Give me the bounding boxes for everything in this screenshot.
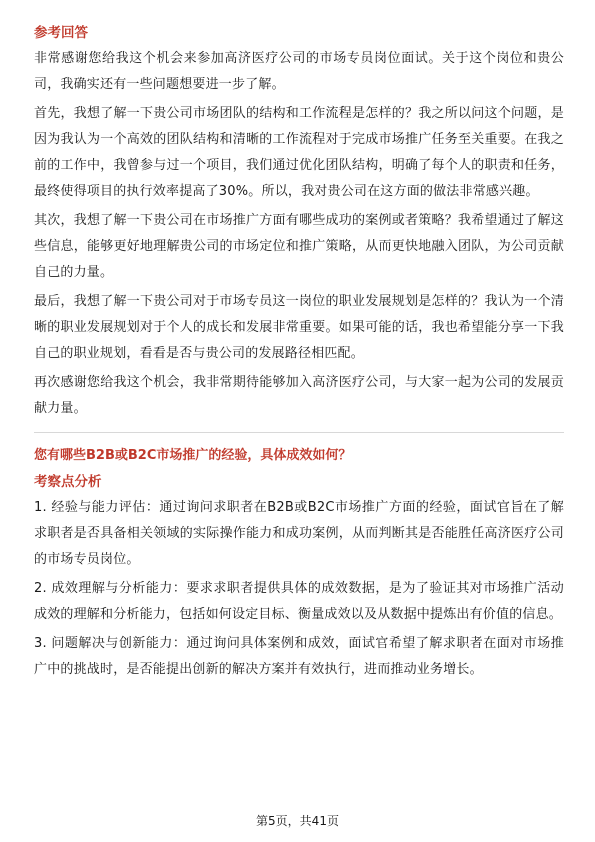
answer-paragraph-closing: 再次感谢您给我这个机会，我非常期待能够加入高济医疗公司，与大家一起为公司的发展贡献力量。: [34, 375, 564, 416]
answer-heading: 参考回答: [34, 25, 88, 41]
question-title: 您有哪些B2B或B2C市场推广的经验，具体成效如何？: [34, 448, 352, 463]
analysis-item-3: 3. 问题解决与创新能力：通过询问具体案例和成效，面试官希望了解求职者在面对市场推广中的挑战时，是否能提出创新的解决方案并有效执行，进而推动业务增长。: [34, 636, 564, 677]
answer-paragraph-second: 其次，我想了解一下贵公司在市场推广方面有哪些成功的案例或者策略？我希望通过了解这些信息，能够更好地理解贵公司的市场定位和推广策略，从而更快地融入团队，为公司贡献自己的力量。: [34, 213, 564, 280]
analysis-heading: 考察点分析: [34, 474, 102, 490]
analysis-item-2: 2. 成效理解与分析能力：要求求职者提供具体的成效数据，是为了验证其对市场推广活动成效的理解和分析能力，包括如何设定目标、衡量成效以及从数据中提炼出有价值的信息。: [34, 581, 564, 622]
page-content: [34, 22, 564, 686]
analysis-item-1: 1. 经验与能力评估：通过询问求职者在B2B或B2C市场推广方面的经验，面试官旨在了解求职者是否具备相关领域的实际操作能力和成功案例，从而判断其是否能胜任高济医疗公司的市场专员岗位。: [34, 500, 564, 567]
answer-paragraph-last: 最后，我想了解一下贵公司对于市场专员这一岗位的职业发展规划是怎样的？我认为一个清晰的职业发展规划对于个人的成长和发展非常重要。如果可能的话，我也希望能分享一下我自己的职业规划，看看是否与贵公司的发展路径相匹配。: [34, 294, 564, 361]
answer-paragraph-intro: 非常感谢您给我这个机会来参加高济医疗公司的市场专员岗位面试。关于这个岗位和贵公司，我确实还有一些问题想要进一步了解。: [34, 51, 564, 92]
section-divider: [34, 432, 564, 433]
answer-paragraph-first: 首先，我想了解一下贵公司市场团队的结构和工作流程是怎样的？我之所以问这个问题，是因为我认为一个高效的团队结构和清晰的工作流程对于完成市场推广任务至关重要。在我之前的工作中，我曾参与过一个项目，我们通过优化团队结构，明确了每个人的职责和任务，最终使得项目的执行效率提高了30%。所以，我对贵公司在这方面的做法非常感兴趣。: [34, 106, 564, 199]
page-footer: 第5页，共41页: [256, 814, 339, 828]
